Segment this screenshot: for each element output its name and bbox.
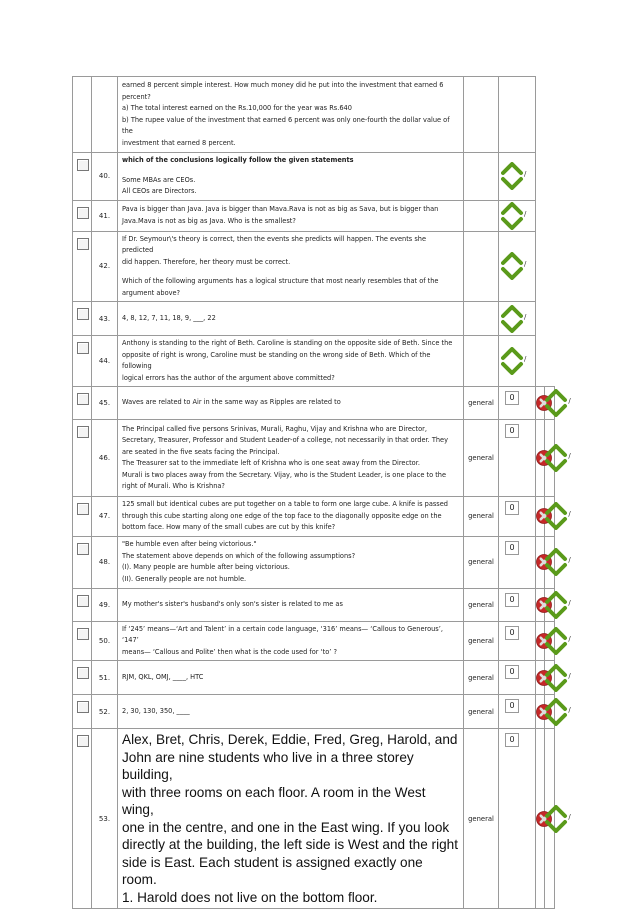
question-number: 45.	[92, 387, 118, 420]
score-input[interactable]: 0	[505, 699, 519, 713]
question-line: a) The total interest earned on the Rs.10,000 for the year was Rs.640	[122, 104, 352, 112]
vote-cell	[545, 497, 571, 537]
category-label: general	[464, 387, 499, 420]
category-label: general	[464, 729, 499, 909]
question-text	[118, 588, 464, 621]
checkbox-cell	[73, 302, 92, 336]
score-input[interactable]: 0	[505, 501, 519, 515]
vote-cell	[545, 420, 571, 497]
question-line: directly at the building, the left side is West and the right	[122, 837, 459, 852]
score-cell	[499, 621, 536, 661]
table-row	[73, 729, 564, 909]
question-line: Murali is two places away from the Secretary. Vijay, who is the Student Leader, is one place to the	[122, 470, 447, 479]
question-number: 51.	[92, 661, 118, 695]
question-checkbox[interactable]	[77, 628, 89, 640]
delete-cell	[536, 695, 545, 729]
checkbox-cell	[73, 661, 92, 695]
category-cell	[464, 231, 499, 302]
question-number: 42.	[92, 231, 118, 302]
question-checkbox[interactable]	[77, 503, 89, 515]
delete-icon[interactable]	[536, 597, 544, 613]
question-line: percent?	[122, 92, 151, 101]
question-line: Alex, Bret, Chris, Derek, Eddie, Fred, Greg, Harold, and	[122, 732, 458, 747]
question-line: did happen. Therefore, her theory must be correct.	[122, 257, 291, 266]
vote-up-down-icon[interactable]	[501, 252, 533, 280]
vote-cell	[499, 302, 536, 336]
question-text	[118, 661, 464, 695]
checkbox-cell	[73, 729, 92, 909]
vote-up-down-icon[interactable]	[545, 502, 577, 530]
score-input[interactable]: 0	[505, 733, 519, 747]
vote-cell	[499, 77, 536, 153]
checkbox-cell	[73, 420, 92, 497]
score-cell	[499, 661, 536, 695]
question-line: 2, 30, 130, 350, ____	[122, 706, 190, 715]
score-input[interactable]: 0	[505, 593, 519, 607]
delete-cell	[536, 497, 545, 537]
score-cell	[499, 387, 536, 420]
vote-up-down-icon[interactable]	[545, 389, 577, 417]
question-number	[92, 77, 118, 153]
question-line: "Be humble even after being victorious."	[122, 540, 257, 548]
vote-cell	[545, 536, 571, 588]
vote-cell	[499, 153, 536, 201]
question-line: investment that earned 8 percent.	[122, 138, 236, 147]
empty-cell	[554, 200, 563, 231]
empty-cell	[545, 231, 554, 302]
question-line: 1. Harold does not live on the bottom floor.	[122, 889, 378, 905]
question-line: Pava is bigger than Java. Java is bigger than Mava.Rava is not as big as Sava, but is bigger than	[122, 205, 439, 213]
question-number: 44.	[92, 336, 118, 387]
vote-divider: /	[524, 312, 527, 321]
delete-cell	[536, 661, 545, 695]
question-line: are seated in the five seats facing the Principal.	[122, 447, 280, 456]
vote-divider: /	[568, 705, 571, 714]
checkbox-cell	[73, 200, 92, 231]
category-cell	[464, 200, 499, 231]
vote-divider: /	[568, 452, 571, 460]
score-input[interactable]: 0	[505, 665, 519, 679]
question-line: argument above?	[122, 288, 181, 297]
vote-up-down-icon[interactable]	[545, 548, 577, 576]
question-text	[118, 77, 464, 153]
delete-cell	[536, 420, 545, 497]
checkbox-cell	[73, 536, 92, 588]
question-checkbox[interactable]	[77, 393, 89, 405]
question-line: Waves are related to Air in the same way as Ripples are related to	[122, 398, 341, 407]
vote-up-down-icon[interactable]	[501, 347, 533, 375]
checkbox-cell	[73, 231, 92, 302]
empty-cell	[554, 77, 563, 153]
category-label: general	[464, 420, 499, 497]
question-line: which of the conclusions logically follow the given statements	[122, 156, 354, 164]
vote-up-down-icon[interactable]	[545, 444, 577, 472]
vote-cell	[499, 336, 536, 387]
checkbox-cell	[73, 153, 92, 201]
vote-up-down-icon[interactable]	[545, 591, 577, 619]
table-row	[73, 497, 564, 537]
vote-up-down-icon[interactable]	[545, 664, 577, 692]
question-line: opposite of right is wrong, Caroline must be standing on the wrong side of Beth. Which of the following	[122, 350, 431, 370]
vote-divider: /	[568, 812, 571, 821]
question-number: 40.	[92, 153, 118, 201]
delete-cell	[536, 536, 545, 588]
question-line: If ‘245’ means—‘Art and Talent’ in a certain code language, ‘316’ means— ‘Callous to Generous’, ‘147’	[122, 624, 443, 644]
delete-icon[interactable]	[536, 450, 544, 466]
vote-up-down-icon[interactable]	[501, 162, 533, 190]
question-text	[118, 621, 464, 661]
empty-cell	[536, 153, 545, 201]
question-line: means— ‘Callous and Polite’ then what is the code used for ‘to’ ?	[122, 647, 337, 656]
question-line: Some MBAs are CEOs.	[122, 175, 196, 184]
question-number: 49.	[92, 588, 118, 621]
question-checkbox[interactable]	[77, 735, 89, 747]
question-line: If Dr. Seymour\'s theory is correct, then the events she predicts will happen. The events she predicted	[122, 234, 427, 254]
checkbox-cell	[73, 695, 92, 729]
category-label: general	[464, 497, 499, 537]
question-checkbox[interactable]	[77, 701, 89, 713]
question-line: with three rooms on each floor. A room in the West wing,	[122, 784, 426, 817]
checkbox-cell	[73, 387, 92, 420]
table-row	[73, 661, 564, 695]
vote-up-down-icon[interactable]	[545, 805, 577, 833]
question-checkbox[interactable]	[77, 238, 89, 250]
category-cell	[464, 336, 499, 387]
vote-cell	[545, 588, 571, 621]
table-row	[73, 153, 564, 201]
delete-icon[interactable]	[536, 508, 544, 524]
category-cell	[464, 302, 499, 336]
category-cell	[464, 153, 499, 201]
question-line: John are nine students who live in a three storey building,	[122, 749, 414, 782]
question-text	[118, 420, 464, 497]
question-line: bottom face. How many of the small cubes are cut by this knife?	[122, 523, 336, 531]
empty-cell	[545, 153, 554, 201]
question-table	[72, 76, 571, 909]
question-checkbox[interactable]	[77, 667, 89, 679]
vote-up-down-icon[interactable]	[501, 305, 533, 333]
question-line: The statement above depends on which of the following assumptions?	[122, 551, 356, 560]
checkbox-cell	[73, 588, 92, 621]
empty-cell	[536, 200, 545, 231]
question-line: 125 small but identical cubes are put together on a table to form one large cube. A knife is passed	[122, 500, 448, 508]
question-text	[118, 200, 464, 231]
score-cell	[499, 588, 536, 621]
vote-divider: /	[524, 209, 527, 218]
vote-up-down-icon[interactable]	[545, 698, 577, 726]
score-cell	[499, 497, 536, 537]
question-text	[118, 497, 464, 537]
table-row	[73, 387, 564, 420]
empty-cell	[554, 302, 563, 336]
score-cell	[499, 420, 536, 497]
question-checkbox[interactable]	[77, 595, 89, 607]
question-line: through this cube starting along one edge of the top face to the diagonally opposite edge on the	[122, 511, 442, 520]
delete-icon[interactable]	[536, 395, 544, 411]
question-line: right of Murali. Who is Krishna?	[122, 482, 225, 490]
vote-divider: /	[568, 510, 571, 519]
question-line: (II). Generally people are not humble.	[122, 574, 247, 583]
delete-cell	[536, 621, 545, 661]
score-input[interactable]: 0	[505, 541, 519, 555]
delete-icon[interactable]	[536, 704, 544, 720]
vote-divider: /	[568, 556, 571, 564]
delete-icon[interactable]	[536, 633, 544, 649]
question-number: 47.	[92, 497, 118, 537]
delete-cell	[536, 387, 545, 420]
vote-divider: /	[568, 671, 571, 680]
question-line: Java.Mava is not as big as Java. Who is the smallest?	[122, 216, 296, 225]
checkbox-cell	[73, 336, 92, 387]
score-cell	[499, 695, 536, 729]
question-text	[118, 302, 464, 336]
vote-divider: /	[568, 634, 571, 643]
vote-up-down-icon[interactable]	[545, 627, 577, 655]
question-line: RJM, QKL, OMJ, ____, HTC	[122, 672, 204, 681]
question-number: 46.	[92, 420, 118, 497]
question-line: Secretary, Treasurer, Professor and Student Leader-of a college, not necessarily in that order. They	[122, 436, 448, 444]
empty-cell	[554, 153, 563, 201]
question-line: 4, 8, 12, 7, 11, 18, 9, ___, 22	[122, 313, 216, 322]
question-line: b) The rupee value of the investment that earned 6 percent was only one-fourth the dollar value of the	[122, 115, 450, 135]
empty-cell	[545, 336, 554, 387]
table-row	[73, 200, 564, 231]
empty-cell	[554, 231, 563, 302]
vote-cell	[545, 661, 571, 695]
table-row	[73, 536, 564, 588]
score-input[interactable]: 0	[505, 391, 519, 405]
category-label: general	[464, 695, 499, 729]
vote-divider: /	[524, 355, 527, 363]
vote-up-down-icon[interactable]	[501, 202, 533, 230]
delete-icon[interactable]	[536, 670, 544, 686]
table-row	[73, 695, 564, 729]
table-row	[73, 77, 564, 153]
table-row	[73, 621, 564, 661]
vote-divider: /	[568, 598, 571, 607]
question-checkbox[interactable]	[77, 308, 89, 320]
question-checkbox[interactable]	[77, 159, 89, 171]
question-text	[118, 695, 464, 729]
question-line: side is East. Each student is assigned exactly one room.	[122, 854, 423, 887]
table-row	[73, 420, 564, 497]
question-line	[122, 167, 459, 175]
question-line: My mother's sister's husband's only son's sister is related to me as	[122, 599, 343, 608]
checkbox-cell	[73, 621, 92, 661]
empty-cell	[536, 302, 545, 336]
question-text	[118, 153, 464, 201]
question-checkbox[interactable]	[77, 426, 89, 438]
question-checkbox[interactable]	[77, 543, 89, 555]
category-label: general	[464, 621, 499, 661]
vote-cell	[545, 729, 571, 909]
question-line: earned 8 percent simple interest. How much money did he put into the investment that earned 6	[122, 81, 444, 89]
vote-divider: /	[524, 170, 527, 179]
category-label: general	[464, 661, 499, 695]
vote-cell	[545, 695, 571, 729]
category-cell	[464, 77, 499, 153]
question-number: 48.	[92, 536, 118, 588]
score-cell	[499, 729, 536, 909]
question-checkbox[interactable]	[77, 207, 89, 219]
table-row	[73, 302, 564, 336]
empty-cell	[545, 302, 554, 336]
question-line: Anthony is standing to the right of Beth. Caroline is standing on the opposite side of Beth. Since the	[122, 339, 453, 347]
empty-cell	[545, 77, 554, 153]
checkbox-cell	[73, 497, 92, 537]
delete-icon[interactable]	[536, 554, 544, 570]
question-line: The Principal called five persons Srinivas, Murali, Raghu, Vijay and Krishna who are Director,	[122, 424, 427, 433]
vote-divider: /	[524, 260, 527, 269]
empty-cell	[536, 231, 545, 302]
question-text	[118, 387, 464, 420]
vote-cell	[545, 387, 571, 420]
question-line: All CEOs are Directors.	[122, 187, 197, 195]
question-checkbox[interactable]	[77, 342, 89, 354]
vote-cell	[545, 621, 571, 661]
table-row	[73, 336, 564, 387]
question-number: 50.	[92, 621, 118, 661]
table-row	[73, 231, 564, 302]
question-number: 41.	[92, 200, 118, 231]
table-row	[73, 588, 564, 621]
question-line: The Treasurer sat to the immediate left of Krishna who is one seat away from the Director.	[122, 459, 420, 467]
score-cell	[499, 536, 536, 588]
category-label: general	[464, 588, 499, 621]
question-line: (I). Many people are humble after being victorious.	[122, 563, 290, 571]
vote-divider: /	[568, 397, 571, 405]
empty-cell	[554, 336, 563, 387]
question-text	[118, 729, 464, 909]
category-label: general	[464, 536, 499, 588]
score-input[interactable]: 0	[505, 626, 519, 640]
vote-cell	[499, 200, 536, 231]
question-text	[118, 536, 464, 588]
question-text	[118, 231, 464, 302]
question-line	[122, 268, 459, 276]
question-text	[118, 336, 464, 387]
question-number: 53.	[92, 729, 118, 909]
question-number: 43.	[92, 302, 118, 336]
score-input[interactable]: 0	[505, 424, 519, 438]
question-line: logical errors has the author of the argument above committed?	[122, 373, 335, 382]
empty-cell	[545, 200, 554, 231]
delete-cell	[536, 588, 545, 621]
question-number: 52.	[92, 695, 118, 729]
delete-icon[interactable]	[536, 811, 544, 827]
question-line: one in the centre, and one in the East wing. If you look	[122, 819, 450, 835]
checkbox-cell	[73, 77, 92, 153]
question-line: Which of the following arguments has a logical structure that most nearly resembles that of the	[122, 277, 439, 285]
delete-cell	[536, 729, 545, 909]
empty-cell	[536, 77, 545, 153]
empty-cell	[536, 336, 545, 387]
vote-cell	[499, 231, 536, 302]
